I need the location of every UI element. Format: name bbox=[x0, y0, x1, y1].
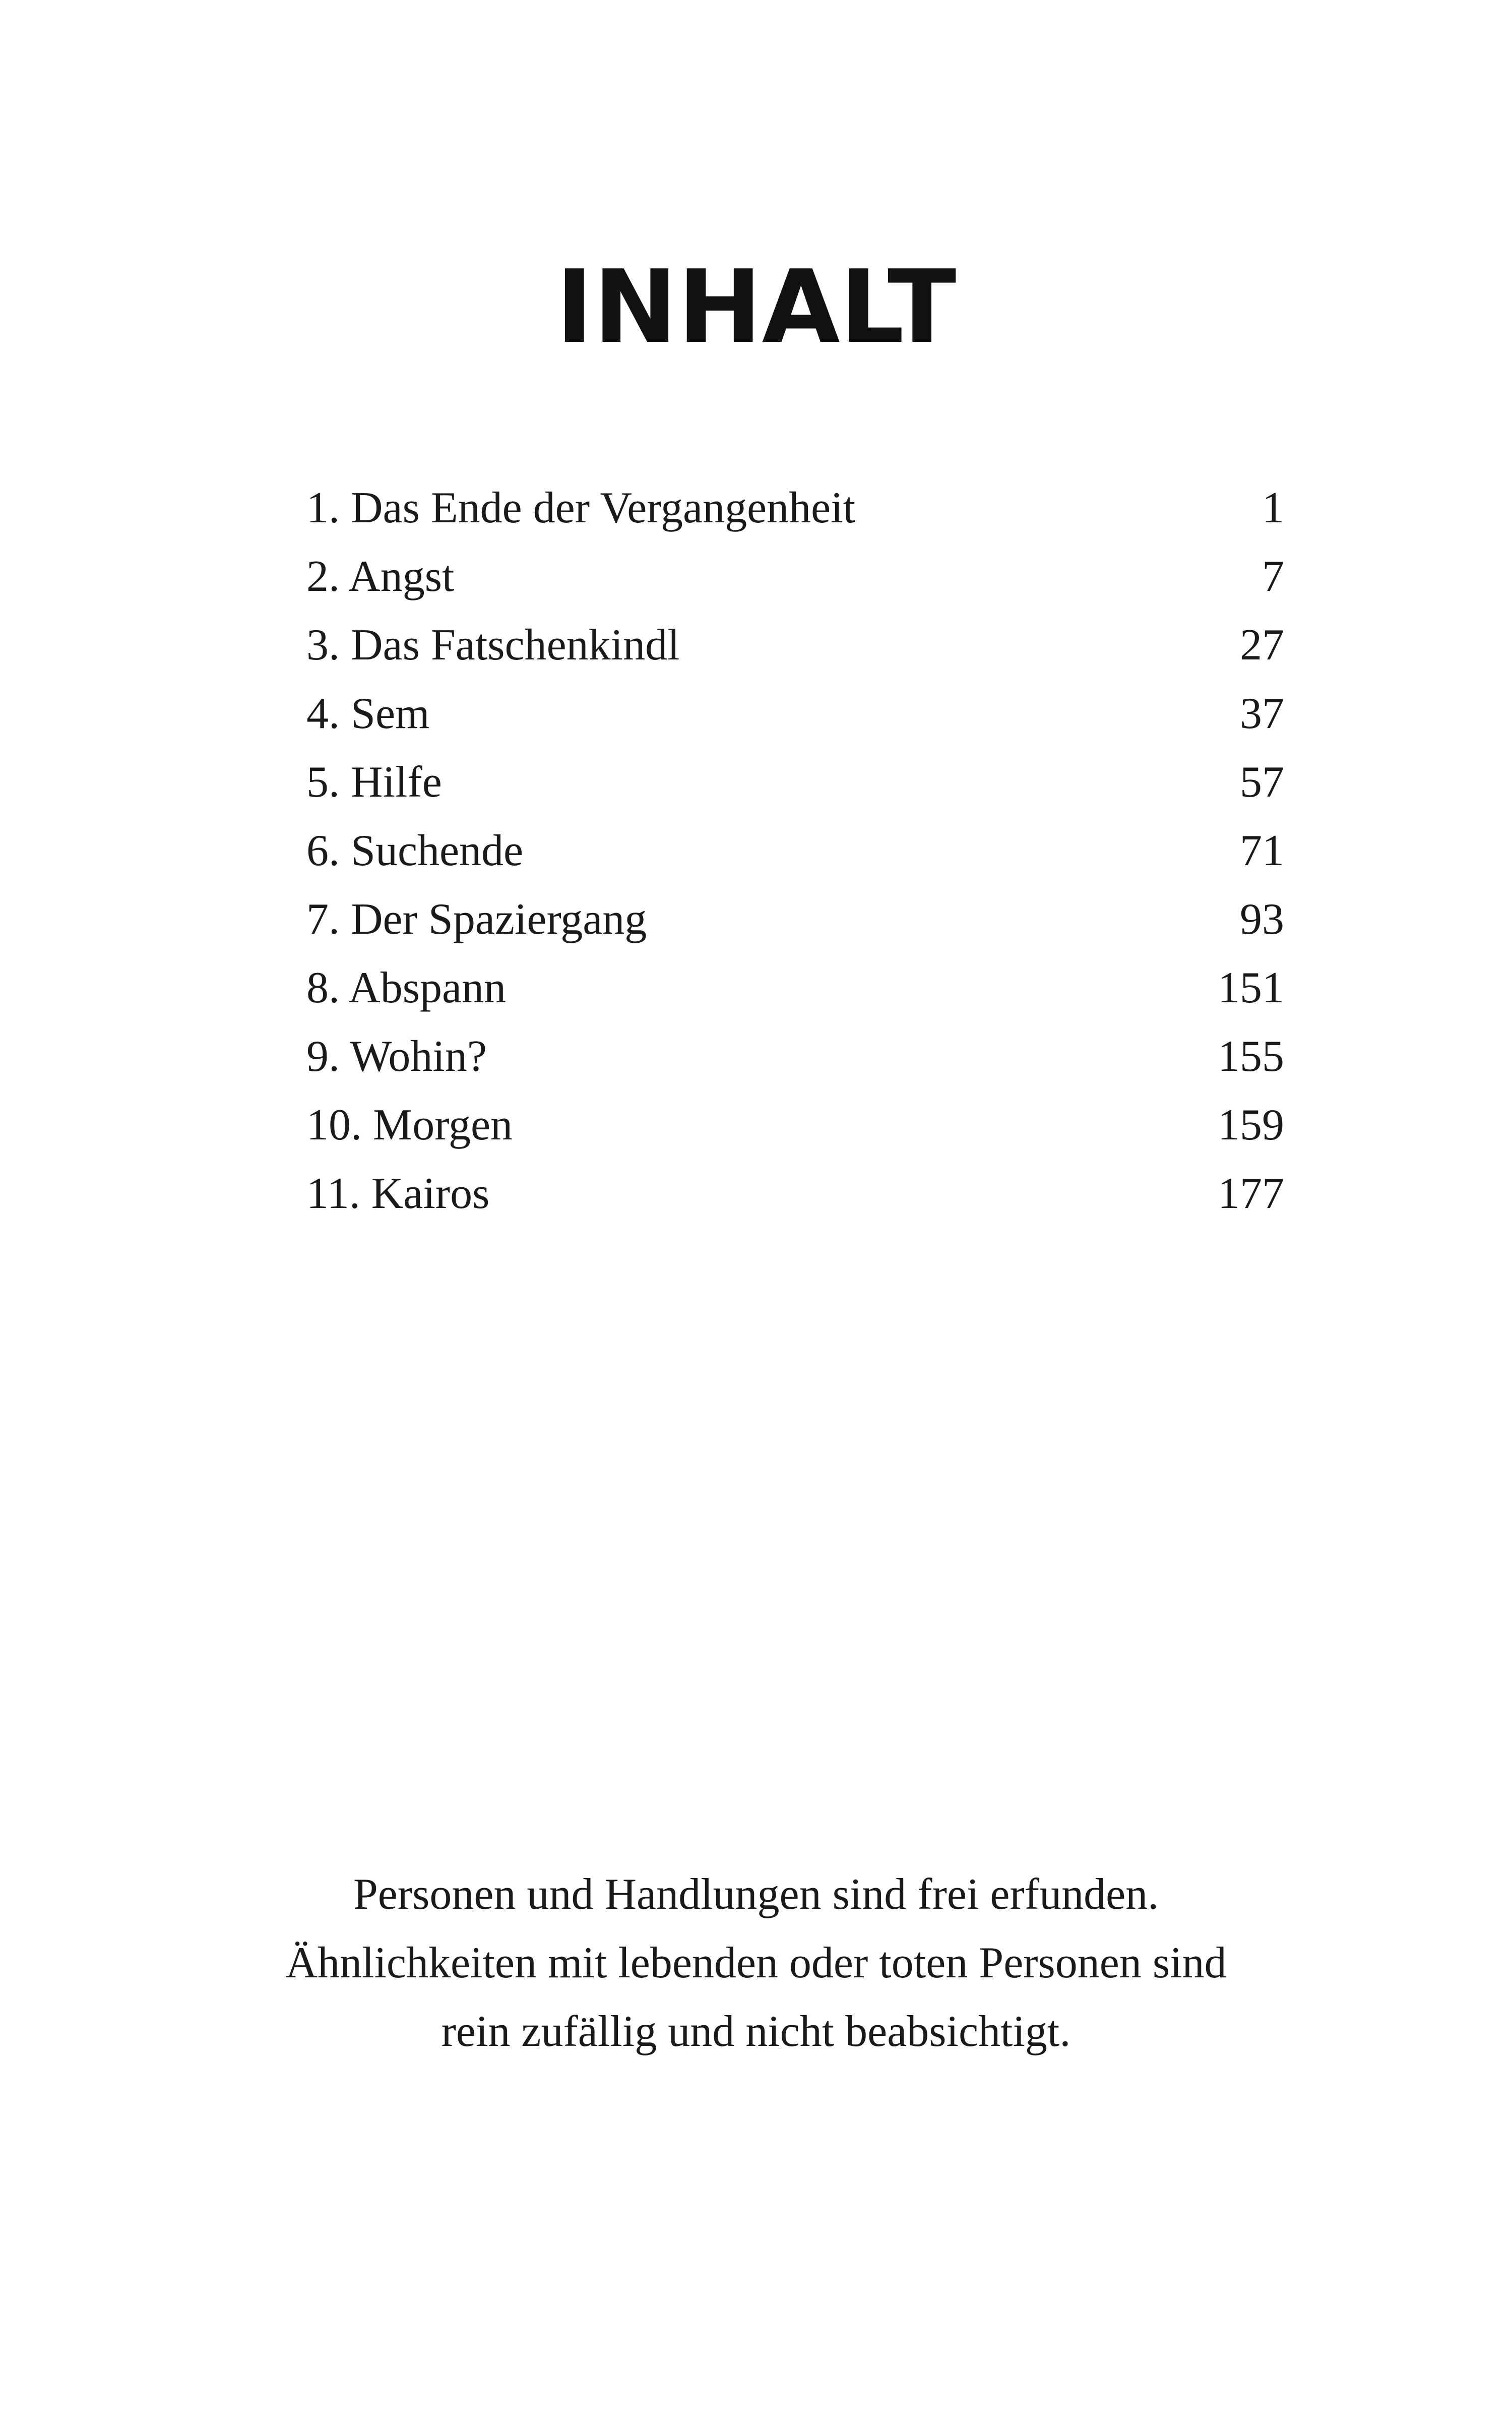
toc-entry bbox=[306, 1091, 1284, 1160]
toc-entry-page: 151 bbox=[1218, 963, 1284, 1012]
toc-entry bbox=[306, 817, 1284, 885]
toc-entry bbox=[306, 748, 1284, 817]
toc-entry bbox=[306, 680, 1284, 748]
page-title: INHALT bbox=[555, 249, 957, 366]
toc-entry-title: 11. Kairos bbox=[306, 1169, 490, 1218]
toc-entry-title: 1. Das Ende der Vergangenheit bbox=[306, 483, 856, 532]
toc-entry bbox=[306, 885, 1284, 954]
disclaimer-line: Personen und Handlungen sind frei erfunden. bbox=[353, 1870, 1159, 1919]
toc-entry bbox=[306, 542, 1284, 611]
toc-entry-title: 4. Sem bbox=[306, 689, 430, 738]
toc-entry-title: 3. Das Fatschenkindl bbox=[306, 621, 680, 670]
disclaimer-line: rein zufällig und nicht beabsichtigt. bbox=[441, 2007, 1071, 2056]
disclaimer-line: Ähnlichkeiten mit lebenden oder toten Personen sind bbox=[285, 1939, 1227, 1987]
toc-entry-title: 7. Der Spaziergang bbox=[306, 895, 647, 944]
toc-entry-title: 6. Suchende bbox=[306, 826, 524, 875]
toc-entry bbox=[306, 474, 1284, 542]
toc-entry bbox=[306, 611, 1284, 680]
toc-entry-page: 37 bbox=[1240, 689, 1284, 738]
toc-entry-title: 2. Angst bbox=[306, 552, 455, 601]
toc-entry bbox=[306, 1160, 1284, 1228]
toc-entry-page: 57 bbox=[1240, 758, 1284, 807]
toc-entry bbox=[306, 954, 1284, 1022]
toc-entry-title: 5. Hilfe bbox=[306, 758, 442, 807]
toc-entry-page: 155 bbox=[1218, 1032, 1284, 1081]
toc-entry-title: 8. Abspann bbox=[306, 963, 506, 1012]
disclaimer bbox=[0, 1860, 1512, 2066]
toc-entry-page: 1 bbox=[1262, 483, 1284, 532]
toc-entry-page: 7 bbox=[1262, 552, 1284, 601]
table-of-contents bbox=[306, 474, 1284, 1228]
toc-entry-title: 10. Morgen bbox=[306, 1101, 513, 1150]
toc-entry-page: 159 bbox=[1218, 1101, 1284, 1150]
toc-entry bbox=[306, 1022, 1284, 1091]
toc-entry-page: 71 bbox=[1240, 826, 1284, 875]
toc-entry-page: 177 bbox=[1218, 1169, 1284, 1218]
toc-entry-page: 27 bbox=[1240, 621, 1284, 670]
toc-entry-page: 93 bbox=[1240, 895, 1284, 944]
toc-entry-title: 9. Wohin? bbox=[306, 1032, 487, 1081]
